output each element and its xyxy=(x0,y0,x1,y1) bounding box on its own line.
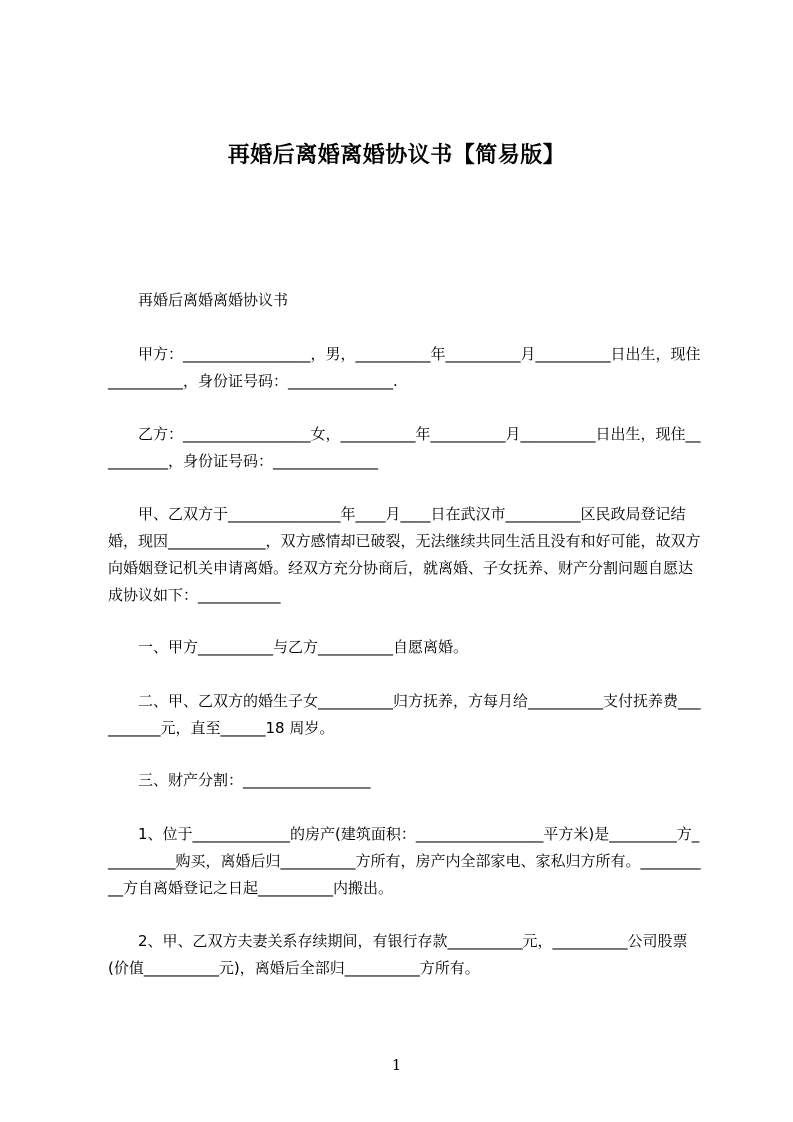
clause-1: 一、甲方__________与乙方__________自愿离婚。 xyxy=(138,638,469,656)
clause-3-heading: 三、财产分割：_________________ xyxy=(138,771,371,789)
clause-3-item-2: 2、甲、乙双方夫妻关系存续期间，有银行存款__________元，__________公司股票(价值__________元)，离婚后全部归__________方所有。 xyxy=(108,932,688,977)
document-subtitle: 再婚后离婚离婚协议书 xyxy=(138,291,289,309)
party-a-info: 甲方：_________________，男，__________年__________月__________日出生，现住__________，身份证号码：______________. xyxy=(108,345,701,390)
clause-2: 二、甲、乙双方的婚生子女__________归方抚养，方每月给__________支付抚养费__________元，直至______18 周岁。 xyxy=(108,692,701,737)
marriage-info-paragraph: 甲、乙双方于_______________年____月____日在武汉市__________区民政局登记结婚，现因_____________，双方感情却已破裂，无法继续共同生活且没有和好可能，故双方向婚姻登记机关申请离婚。经双方充分协商后，就离婚、子女抚养、财产分割问题自愿达成协议如下：___________ xyxy=(108,505,701,604)
page-number: 1 xyxy=(391,1056,402,1074)
clause-3-item-1: 1、位于_____________的房产(建筑面积：_________________平方米)是_________方__________购买，离婚后归__________方所有，房产内全部家电、家私归方所有。__________方自离婚登记之日起__________内搬出。 xyxy=(108,825,701,897)
party-b-info: 乙方：_________________女，__________年__________月__________日出生，现住__________，身份证号码：______________ xyxy=(108,425,701,470)
document-title: 再婚后离婚离婚协议书【简易版】 xyxy=(227,143,566,168)
